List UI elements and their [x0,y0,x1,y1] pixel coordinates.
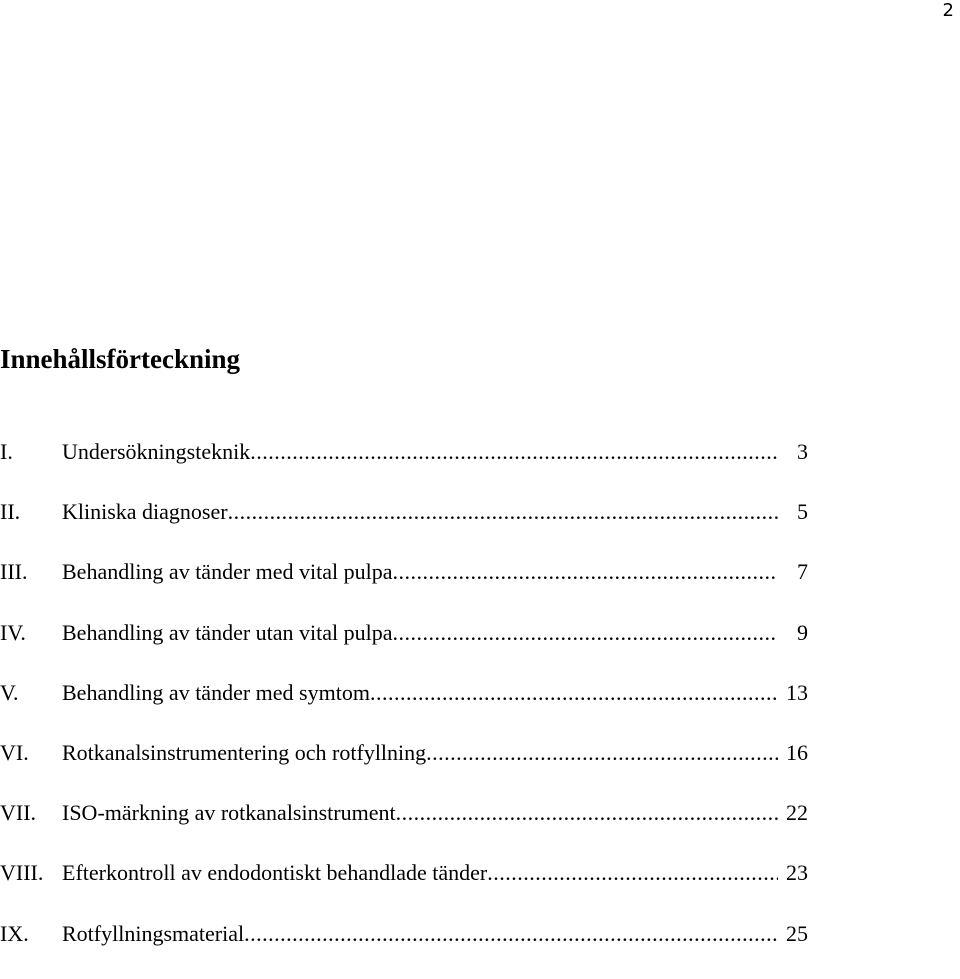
toc-entry-page: 16 [786,739,808,765]
toc-entry-number: VII. [0,800,37,826]
toc-leader-dots [487,858,778,888]
toc-entry-number: IV. [0,619,26,645]
toc-leader-dots [393,557,778,587]
toc-entry-number: V. [0,679,19,705]
toc-entry-page: 9 [797,619,808,645]
toc-leader-dots [228,497,778,527]
toc-entry[interactable] [0,618,808,678]
toc-entry[interactable] [0,497,808,557]
table-of-contents [0,437,808,979]
toc-entry[interactable] [0,557,808,617]
toc-entry[interactable] [0,858,808,918]
toc-leader-dots [393,618,778,648]
toc-entry-label: Undersökningsteknik [62,439,251,464]
toc-entry-page: 7 [797,559,808,585]
page-number: 2 [942,0,954,21]
toc-entry-page: 13 [786,679,808,705]
toc-entry-number: VIII. [0,860,44,886]
toc-entry[interactable] [0,738,808,798]
toc-entry-label: Behandling av tänder med vital pulpa [62,559,393,585]
toc-entry-page: 5 [797,499,808,525]
toc-entry-label: Kliniska diagnoser [62,499,228,525]
toc-entry-label: Behandling av tänder med symtom [62,679,370,705]
toc-entry[interactable] [0,798,808,858]
toc-entry-page: 25 [786,920,808,946]
toc-entry-number: III. [0,559,28,585]
toc-entry-number: I. [0,439,13,464]
toc-leader-dots [426,738,778,768]
toc-entry-label: Rotfyllningsmaterial [62,920,245,946]
toc-leader-dots [250,437,778,467]
toc-entry-number: II. [0,499,21,525]
toc-entry-label: Efterkontroll av endodontiskt behandlade tänder [62,860,488,886]
toc-title: Innehållsförteckning [0,344,241,374]
toc-entry-label: ISO-märkning av rotkanalsinstrument [62,800,396,826]
toc-entry-number: IX. [0,920,29,946]
toc-leader-dots [396,798,778,828]
toc-entry-page: 23 [786,860,808,886]
toc-entry-number: VI. [0,739,29,765]
toc-entry-label: Behandling av tänder utan vital pulpa [62,619,393,645]
toc-entry[interactable] [0,919,808,979]
toc-entry-page: 22 [786,800,808,826]
toc-entry-page: 3 [797,439,808,464]
toc-entry[interactable] [0,437,808,497]
toc-entry[interactable] [0,678,808,738]
toc-entry-label: Rotkanalsinstrumentering och rotfyllning [62,739,427,765]
toc-leader-dots [244,919,778,949]
toc-leader-dots [370,678,778,708]
